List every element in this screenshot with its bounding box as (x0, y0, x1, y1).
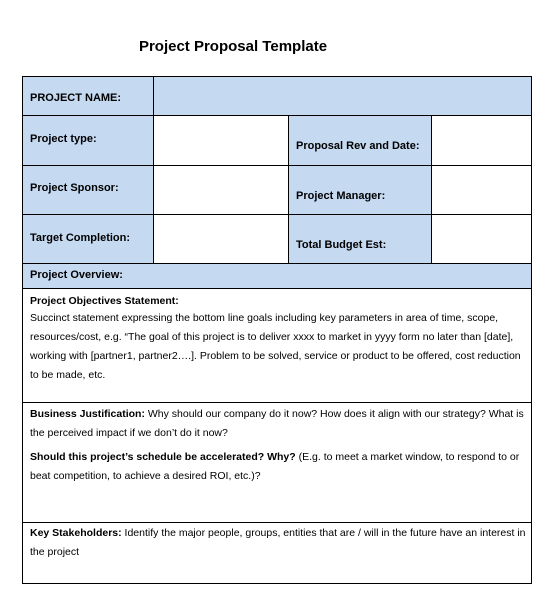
stakeholders-section[interactable] (23, 523, 531, 583)
objectives-body: Succinct statement expressing the bottom line goals including key parameters in area of time, scope, resources/cost, e.g. “The goal of this project is to deliver xxxx to market in yyyy form no later than [date], working with [partner1, partner2….]. Problem to be solved, service or product to be offered, cost reduction to be made, etc. (30, 312, 521, 381)
project-name-label-cell (23, 77, 154, 116)
project-name-label: PROJECT NAME: (30, 92, 122, 104)
objectives-section[interactable] (23, 289, 531, 403)
justification-heading: Business Justification: (30, 408, 145, 420)
justification-body: Why should our company do it now? How does it align with our strategy? What is the perceived impact if we don’t do it now? (30, 408, 524, 439)
project-sponsor-label: Project Sponsor: (30, 182, 119, 194)
proposal-rev-label: Proposal Rev and Date: (296, 140, 420, 152)
stakeholders-body: Identify the major people, groups, entities that are / will in the future have an interest in the project (30, 527, 526, 558)
project-overview-header (23, 264, 531, 289)
total-budget-label: Total Budget Est: (296, 239, 387, 251)
acceleration-body: (E.g. to meet a market window, to respond to or beat competition, to achieve a desired ROI, etc.)? (30, 451, 520, 482)
total-budget-value-cell[interactable] (432, 215, 531, 264)
proposal-form (22, 76, 532, 584)
project-sponsor-label-cell (23, 166, 154, 215)
target-completion-value-cell[interactable] (154, 215, 289, 264)
project-manager-label-cell (289, 166, 432, 215)
justification-section[interactable] (23, 403, 531, 523)
target-completion-label-cell (23, 215, 154, 264)
proposal-rev-value-cell[interactable] (432, 116, 531, 166)
project-sponsor-value-cell[interactable] (154, 166, 289, 215)
target-completion-label: Target Completion: (30, 232, 131, 244)
project-overview-label: Project Overview: (30, 269, 123, 281)
objectives-heading: Project Objectives Statement: (30, 295, 179, 307)
project-name-value-cell[interactable] (154, 77, 531, 116)
project-type-label-cell (23, 116, 154, 166)
proposal-rev-label-cell (289, 116, 432, 166)
project-type-value-cell[interactable] (154, 116, 289, 166)
stakeholders-heading: Key Stakeholders: (30, 527, 122, 539)
project-manager-value-cell[interactable] (432, 166, 531, 215)
page-title: Project Proposal Template (138, 38, 328, 55)
project-manager-label: Project Manager: (296, 190, 386, 202)
acceleration-heading: Should this project’s schedule be accelerated? Why? (30, 451, 296, 463)
project-type-label: Project type: (30, 133, 97, 145)
total-budget-label-cell (289, 215, 432, 264)
